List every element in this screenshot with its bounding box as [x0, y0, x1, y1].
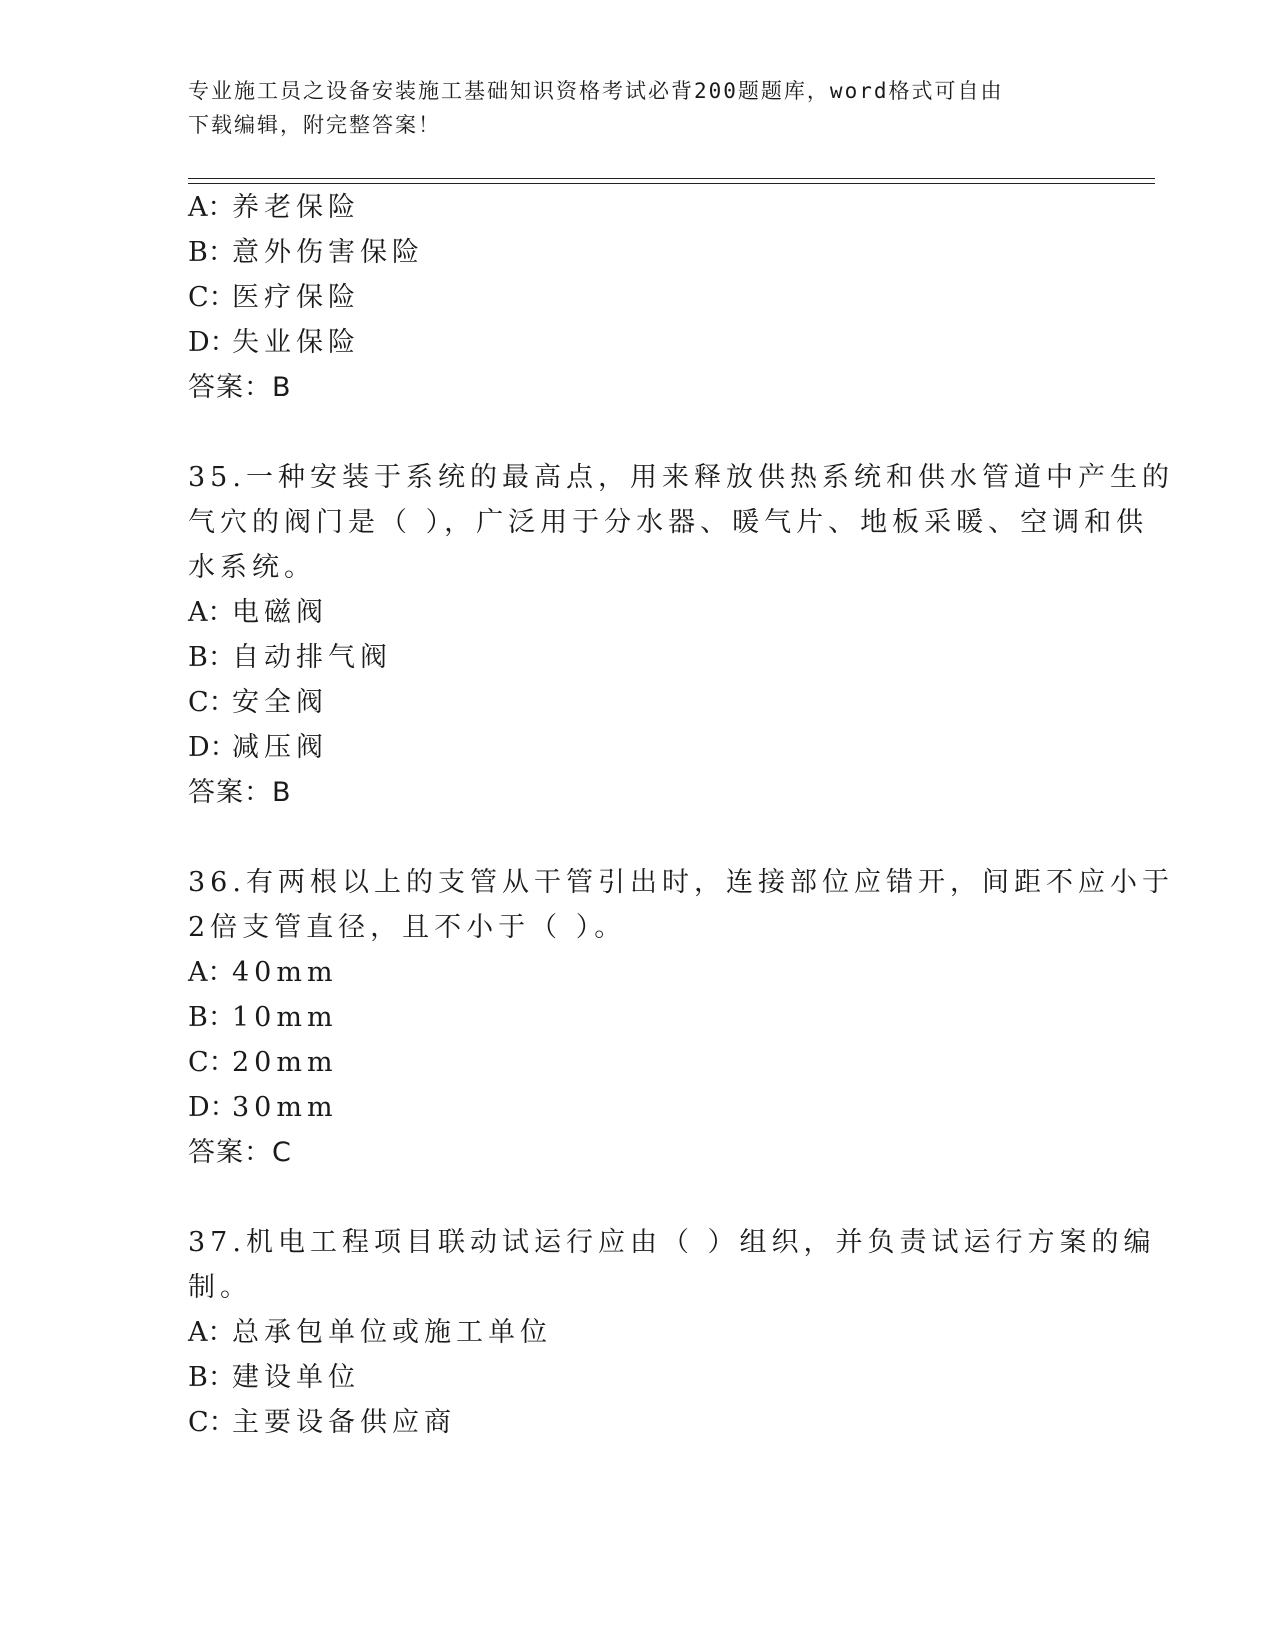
header-line-2: 下载编辑，附完整答案！	[188, 113, 441, 137]
option-text: 自动排气阀	[232, 642, 392, 673]
question-text-line: 水系统。	[188, 552, 316, 583]
option-a	[188, 188, 360, 228]
option-text: 主要设备供应商	[232, 1407, 456, 1438]
option-a	[188, 593, 328, 633]
option-key: A：	[188, 957, 235, 988]
option-text: 安全阀	[232, 687, 328, 718]
option-key: B：	[188, 1002, 235, 1033]
option-text: 医疗保险	[232, 282, 360, 313]
answer-line: 答案：B	[188, 777, 292, 808]
header-divider-top	[188, 178, 1155, 179]
option-key: A：	[188, 192, 235, 223]
option-text: 电磁阀	[232, 597, 328, 628]
option-key: A：	[188, 597, 235, 628]
option-c	[188, 683, 328, 723]
document-header	[188, 74, 1068, 142]
answer-line: 答案：B	[188, 372, 292, 403]
answer-line: 答案：C	[188, 1137, 292, 1168]
option-b	[188, 998, 338, 1038]
option-key: D：	[188, 1092, 237, 1123]
option-text: 20mm	[232, 1047, 338, 1078]
header-divider-bottom	[188, 183, 1155, 184]
option-key: A：	[188, 1317, 235, 1348]
option-a	[188, 953, 338, 993]
option-key: B：	[188, 237, 235, 268]
option-key: D：	[188, 732, 237, 763]
option-text: 意外伤害保险	[232, 237, 424, 268]
option-text: 养老保险	[232, 192, 360, 223]
option-b	[188, 1358, 360, 1398]
option-c	[188, 1043, 338, 1083]
question-text-line: 制。	[188, 1272, 252, 1303]
option-d	[188, 728, 328, 768]
option-text: 30mm	[232, 1092, 338, 1123]
option-key: B：	[188, 642, 235, 673]
option-c	[188, 1403, 456, 1443]
option-text: 减压阀	[232, 732, 328, 763]
option-text: 失业保险	[232, 327, 360, 358]
option-key: C：	[188, 1407, 236, 1438]
option-text: 总承包单位或施工单位	[232, 1317, 552, 1348]
option-text: 建设单位	[232, 1362, 360, 1393]
option-a	[188, 1313, 552, 1353]
option-key: B：	[188, 1362, 235, 1393]
question-text-line: 气穴的阀门是（ ），广泛用于分水器、暖气片、地板采暖、空调和供	[188, 507, 1149, 538]
question-text-line: 2倍支管直径，且不小于（ ）。	[188, 912, 627, 943]
option-key: C：	[188, 282, 236, 313]
option-b	[188, 233, 424, 273]
header-line-1: 专业施工员之设备安装施工基础知识资格考试必背200题题库，word格式可自由	[188, 79, 1004, 103]
option-b	[188, 638, 392, 678]
option-d	[188, 1088, 338, 1128]
option-key: C：	[188, 687, 236, 718]
option-text: 40mm	[232, 957, 338, 988]
question-text-line: 36.有两根以上的支管从干管引出时，连接部位应错开，间距不应小于	[188, 867, 1174, 898]
option-key: D：	[188, 327, 237, 358]
option-text: 10mm	[232, 1002, 338, 1033]
option-c	[188, 278, 360, 318]
option-key: C：	[188, 1047, 236, 1078]
option-d	[188, 323, 360, 363]
question-text-line: 37.机电工程项目联动试运行应由（ ）组织，并负责试运行方案的编	[188, 1227, 1156, 1258]
question-text-line: 35.一种安装于系统的最高点，用来释放供热系统和供水管道中产生的	[188, 462, 1174, 493]
